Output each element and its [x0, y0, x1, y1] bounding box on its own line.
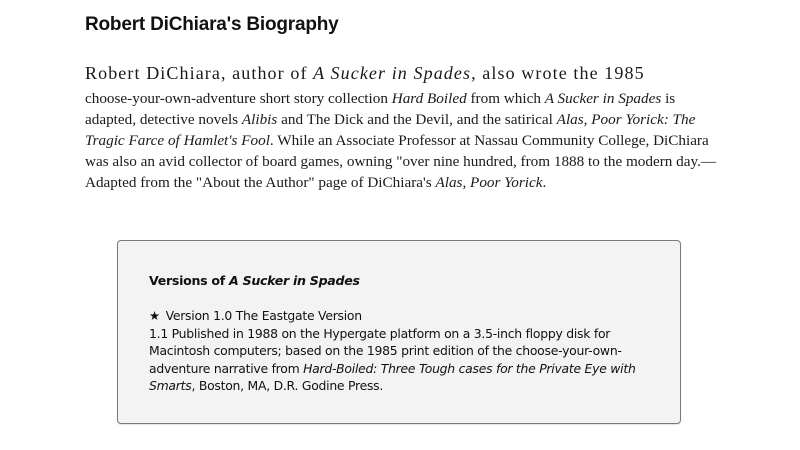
work-title: Alas, Poor Yorick: The Tragic Farce of Hamlet's Fool: [85, 111, 696, 149]
versions-heading-work: A Sucker in Spades: [229, 273, 360, 288]
bio-text: and The Dick and the Devil, and the satirical: [277, 111, 557, 128]
version-label: Version 1.0 The Eastgate Version: [165, 308, 362, 323]
bio-text: choose-your-own-adventure short story collection: [85, 90, 392, 107]
versions-heading-prefix: Versions of: [149, 273, 230, 288]
work-title: Alas, Poor Yorick: [435, 174, 543, 191]
work-title: Hard Boiled: [391, 90, 467, 107]
version-number: 1.1: [149, 325, 168, 341]
lead-text: Robert DiChiara, author of: [85, 63, 314, 83]
bio-text: . While an Associate Professor at Nassau Community College, DiChiara was also an avid collector of board games, owning "over nine hundred, from 1888 to the modern day.––Adapted from the "About the Author" page of DiChiara's: [85, 132, 717, 191]
version-list: [149, 307, 649, 395]
version-detail: [149, 325, 649, 395]
work-title: A Sucker in Spades: [544, 90, 662, 107]
work-title: A Sucker in Spades,: [313, 63, 477, 83]
bio-text: is adapted, detective novels: [85, 90, 676, 128]
versions-panel: [117, 240, 681, 424]
version-description: Published in 1988 on the Hypergate platform on a 3.5-inch floppy disk for Macintosh computers; based on the 1985 print edition of the choose-your-own-adventure narrative from: [149, 325, 622, 376]
star-icon: ★: [149, 308, 160, 323]
source-title: Hard-Boiled: Three Tough cases for the Private Eye with Smarts: [149, 360, 636, 393]
work-title: Alibis: [241, 111, 278, 128]
bio-text: .: [542, 174, 547, 191]
lead-text: also wrote the 1985: [476, 63, 645, 83]
version-description: , Boston, MA, D.R. Godine Press.: [191, 378, 384, 393]
bio-text: from which: [466, 90, 545, 107]
page-title: Robert DiChiara's Biography: [85, 14, 339, 35]
biography-paragraph: [85, 58, 725, 193]
biography-lead-line: [85, 58, 725, 88]
version-item: [149, 307, 649, 325]
versions-heading: [149, 273, 360, 288]
